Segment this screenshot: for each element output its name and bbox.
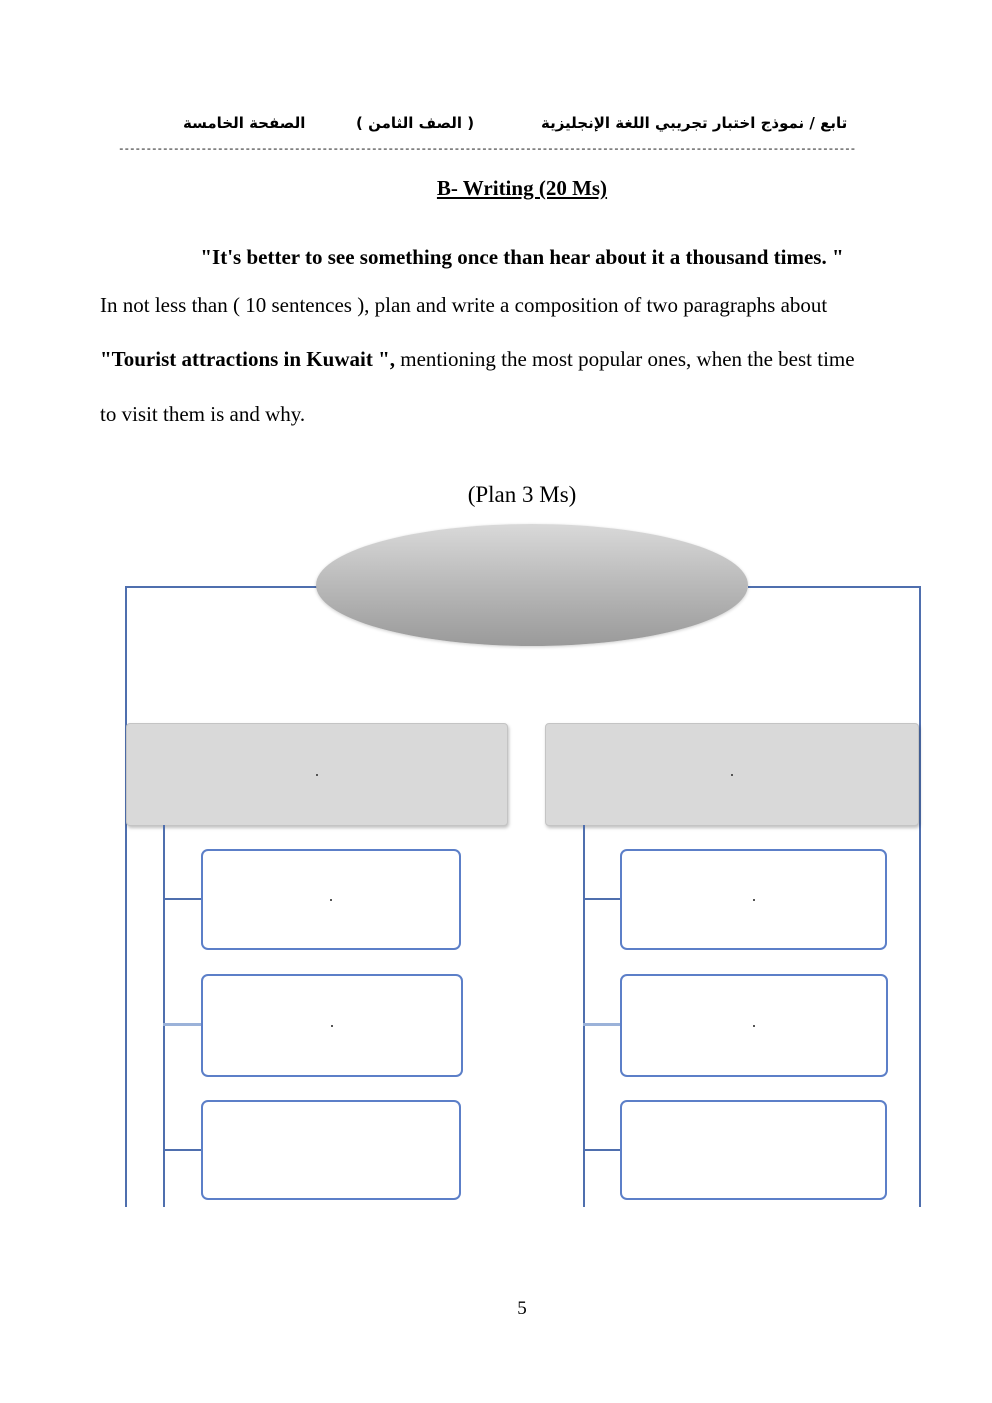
section-title: B- Writing (20 Ms) xyxy=(436,176,608,200)
right-point-box-3[interactable] xyxy=(620,1100,887,1200)
exam-title: تابع / نموذج اختبار تجريبي اللغة الإنجليزية xyxy=(541,114,848,132)
left-point-box-1[interactable] xyxy=(201,849,461,950)
left-connector-3 xyxy=(163,1149,202,1151)
placeholder-dot xyxy=(330,899,332,901)
left-point-box-2[interactable] xyxy=(201,974,463,1077)
placeholder-dot xyxy=(753,899,755,901)
placeholder-dot xyxy=(731,774,733,776)
quote: "It's better to see something once than hear about it a thousand times. " xyxy=(200,245,844,269)
page-number: 5 xyxy=(517,1298,527,1319)
page-label: الصفحة الخامسة xyxy=(183,114,306,132)
frame-top-left xyxy=(125,586,317,588)
right-connector-3 xyxy=(583,1149,622,1151)
right-point-box-2[interactable] xyxy=(620,974,888,1077)
frame-top-right xyxy=(748,586,921,588)
placeholder-dot xyxy=(316,774,318,776)
header-separator: -------------------------------------------------------------------------------------------------------------------------------------- xyxy=(118,144,856,156)
instruction-line-3: to visit them is and why. xyxy=(100,402,306,426)
plan-label: (Plan 3 Ms) xyxy=(467,482,577,507)
right-point-box-1[interactable] xyxy=(620,849,887,950)
left-point-box-3[interactable] xyxy=(201,1100,461,1200)
paragraph-1-box[interactable] xyxy=(126,723,508,826)
right-connector-2 xyxy=(583,1023,622,1026)
frame-left xyxy=(125,586,127,1207)
grade-label: ( الصف الثامن ) xyxy=(356,114,475,132)
left-connector-1 xyxy=(163,898,202,900)
left-connector-2 xyxy=(163,1023,202,1026)
right-connector-1 xyxy=(583,898,622,900)
instruction-line-1: In not less than ( 10 sentences ), plan and write a composition of two paragraphs about xyxy=(100,293,828,317)
paragraph-2-box[interactable] xyxy=(545,723,919,826)
instruction-line-2 xyxy=(100,347,855,372)
topic-oval[interactable] xyxy=(316,524,748,646)
placeholder-dot xyxy=(331,1025,333,1027)
placeholder-dot xyxy=(753,1025,755,1027)
frame-right xyxy=(919,586,921,1207)
instruction-line-2-rest: mentioning the most popular ones, when the best time xyxy=(394,347,855,371)
topic: "Tourist attractions in Kuwait ", xyxy=(100,347,395,371)
